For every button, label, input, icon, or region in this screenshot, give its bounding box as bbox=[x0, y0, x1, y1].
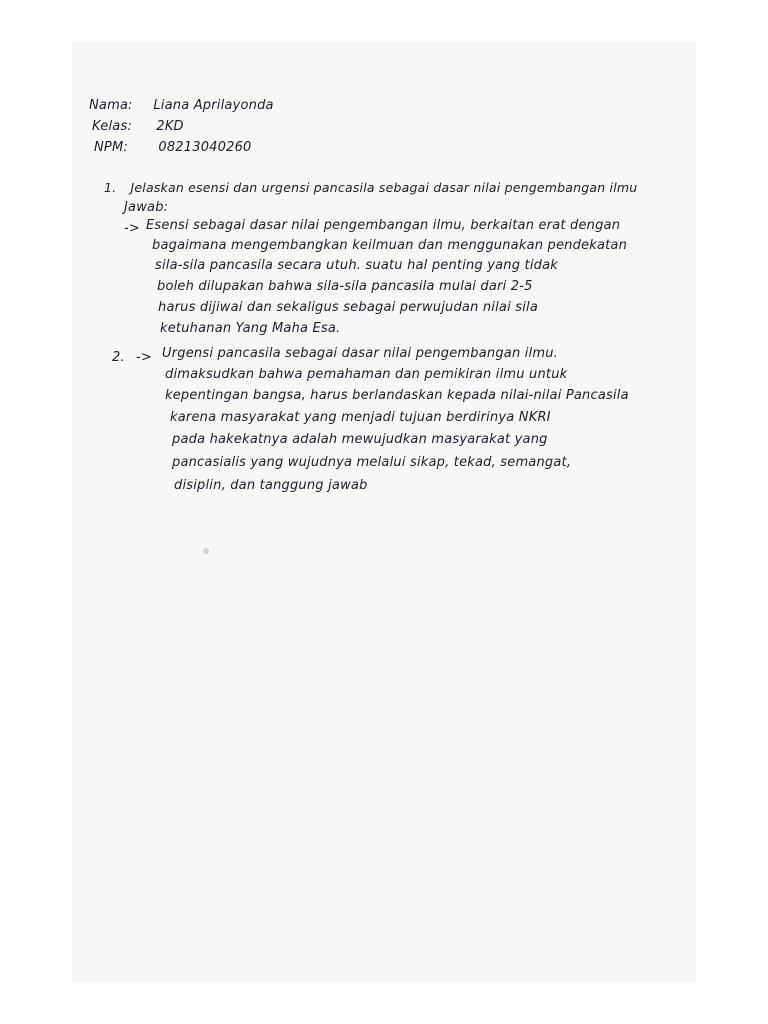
answer-2-number: 2. bbox=[112, 350, 125, 365]
answer-2-line: pancasialis yang wujudnya melalui sikap, tekad, semangat, bbox=[172, 455, 572, 470]
answer-label: Jawab: bbox=[124, 200, 169, 215]
name-row bbox=[89, 98, 274, 113]
name-label: Nama: bbox=[89, 98, 133, 113]
class-row bbox=[92, 119, 184, 134]
name-value: Liana Aprilayonda bbox=[153, 98, 274, 113]
answer-1-line: Esensi sebagai dasar nilai pengembangan ilmu, berkaitan erat dengan bbox=[146, 218, 621, 233]
npm-value: 08213040260 bbox=[158, 140, 252, 155]
paper-mark bbox=[203, 548, 209, 554]
answer-2-line: Urgensi pancasila sebagai dasar nilai pengembangan ilmu. bbox=[162, 346, 559, 361]
answer-1-line: harus dijiwai dan sekaligus sebagai perwujudan nilai sila bbox=[158, 300, 538, 315]
answer-1-line: bagaimana mengembangkan keilmuan dan menggunakan pendekatan bbox=[152, 238, 628, 253]
answer-1-line: sila-sila pancasila secara utuh. suatu hal penting yang tidak bbox=[155, 258, 558, 273]
npm-row bbox=[94, 140, 252, 155]
class-value: 2KD bbox=[156, 119, 184, 134]
answer-2-line: pada hakekatnya adalah mewujudkan masyarakat yang bbox=[172, 432, 548, 447]
answer-2-line: disiplin, dan tanggung jawab bbox=[174, 478, 368, 493]
answer-1-bullet: -> bbox=[124, 221, 140, 236]
answer-2-line: dimaksudkan bahwa pemahaman dan pemikiran ilmu untuk bbox=[165, 367, 568, 382]
answer-1-line: boleh dilupakan bahwa sila-sila pancasila mulai dari 2-5 bbox=[157, 279, 533, 294]
answer-1-line: ketuhanan Yang Maha Esa. bbox=[160, 321, 341, 336]
answer-2-bullet: -> bbox=[136, 350, 152, 365]
npm-label: NPM: bbox=[94, 140, 128, 155]
answer-2-line: karena masyarakat yang menjadi tujuan berdirinya NKRI bbox=[170, 410, 551, 425]
question-1-text: Jelaskan esensi dan urgensi pancasila sebagai dasar nilai pengembangan ilmu bbox=[130, 180, 638, 195]
class-label: Kelas: bbox=[92, 119, 132, 134]
answer-2-line: kepentingan bangsa, harus berlandaskan kepada nilai-nilai Pancasila bbox=[165, 388, 629, 403]
question-1 bbox=[104, 180, 637, 195]
question-1-number: 1. bbox=[104, 180, 117, 195]
